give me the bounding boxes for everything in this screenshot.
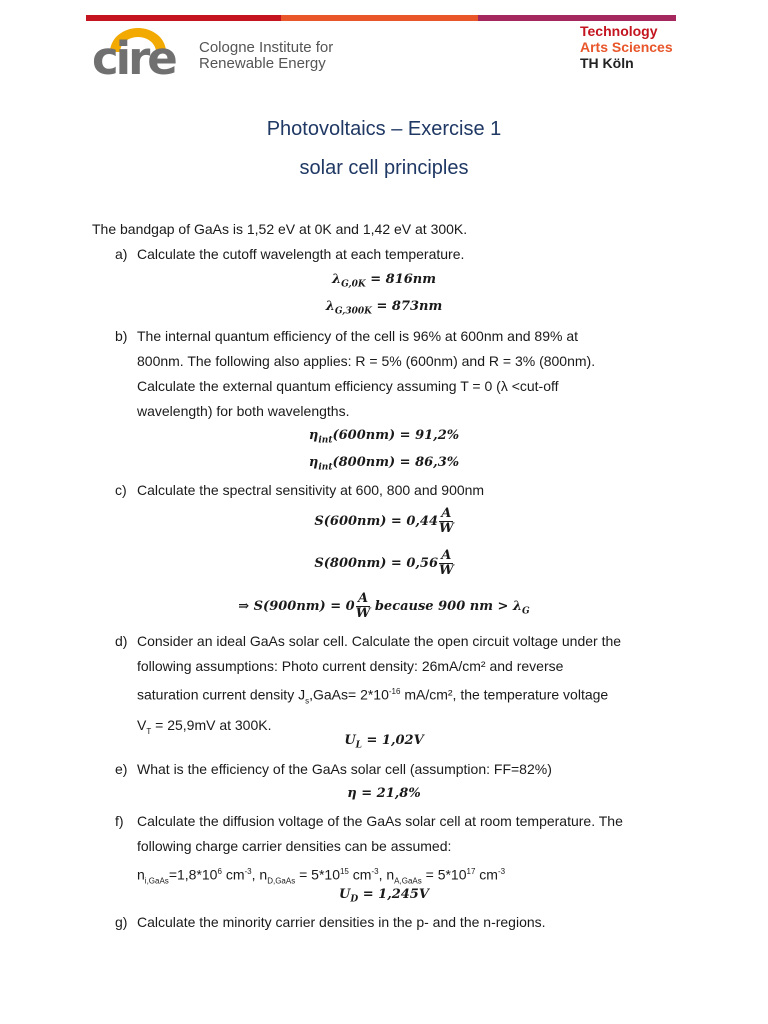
- color-bar-orange: [281, 15, 478, 21]
- question-label: d): [115, 633, 128, 649]
- answer-b1: $\eta_{int}(600nm) = 91,2\%$: [308, 428, 460, 446]
- answer-a2: $\lambda_{G,300K} = 873nm$: [325, 299, 443, 317]
- question-b: [115, 324, 685, 424]
- page-title: Photovoltaics – Exercise 1: [266, 118, 502, 140]
- question-label: f): [115, 813, 124, 829]
- question-label: a): [115, 246, 128, 262]
- question-a: [115, 242, 685, 267]
- color-bar-purple: [478, 15, 676, 21]
- question-label: g): [115, 914, 128, 930]
- question-label: b): [115, 328, 128, 344]
- answer-d: $U_L = 1,02V$: [344, 733, 424, 751]
- cire-logo: [92, 26, 184, 85]
- color-bar-red: [86, 15, 281, 21]
- intro-text: The bandgap of GaAs is 1,52 eV at 0K and 1,42 eV at 300K.: [92, 221, 468, 237]
- th-line-3: TH Köln: [580, 55, 634, 71]
- question-label: e): [115, 761, 128, 777]
- org-line-1: Cologne Institute for: [199, 39, 334, 56]
- question-f: [115, 809, 685, 893]
- answer-f: $U_D = 1,245V$: [339, 887, 429, 905]
- th-koeln-logo: [580, 23, 673, 71]
- org-line-2: Renewable Energy: [199, 55, 326, 72]
- question-text: Calculate the minority carrier densities in the p- and the n-regions.: [137, 914, 546, 930]
- answer-e: η = 21,8%: [347, 786, 421, 801]
- answer-c3: ⇒ S(900nm) = 0 $\frac{A}{W}$ because 900 nm > $\lambda_G$: [238, 591, 530, 621]
- question-text: Calculate the spectral sensitivity at 600, 800 and 900nm: [137, 482, 485, 498]
- question-text: Calculate the cutoff wavelength at each temperature.: [137, 246, 465, 262]
- question-text: Calculate the diffusion voltage of the GaAs solar cell at room temperature. The following charge carrier densities can be assumed: $n_{i,GaAs}=1,8*10^6$ $cm^{-3}$, $n_{D,GaAs} = 5*10^{15}$ $cm^{-3}$, $n_{A,GaAs} = 5*10^{17}$ $cm^{-3}$: [137, 813, 623, 886]
- page-subtitle: solar cell principles: [299, 157, 469, 179]
- question-label: c): [115, 482, 127, 498]
- question-e: [115, 757, 685, 782]
- question-d: [115, 629, 685, 744]
- answer-c2: S(800nm) = 0,56 $\frac{A}{W}$: [314, 548, 454, 578]
- answer-c1: S(600nm) = 0,44 $\frac{A}{W}$: [314, 506, 454, 536]
- header-color-bar: [86, 15, 676, 21]
- answer-b2: $\eta_{int}(800nm) = 86,3\%$: [308, 455, 460, 473]
- th-line-1: Technology: [580, 23, 658, 39]
- question-text: Consider an ideal GaAs solar cell. Calculate the open circuit voltage under the following assumptions: Photo current density: 26mA/cm² and reverse saturation current density $J_s,GaAs= 2*10^{-16}$ mA/cm², the temperature voltage $V_T = 25,9mV$ at 300K.: [137, 633, 622, 737]
- question-c: [115, 478, 685, 503]
- org-name: [199, 40, 333, 72]
- answer-a1: $\lambda_{G,0K} = 816nm$: [331, 272, 436, 290]
- question-text: The internal quantum efficiency of the cell is 96% at 600nm and 89% at 800nm. The following also applies: R = 5% (600nm) and R = 3% (800nm). Calculate the external quantum efficiency assuming T = 0 (λ <cut-off wavelength) for both wavelengths.: [137, 328, 596, 419]
- th-line-2: Arts Sciences: [580, 39, 673, 55]
- question-g: [115, 910, 685, 935]
- logo-text: cire: [92, 32, 175, 85]
- question-text: What is the efficiency of the GaAs solar cell (assumption: FF=82%): [137, 761, 552, 777]
